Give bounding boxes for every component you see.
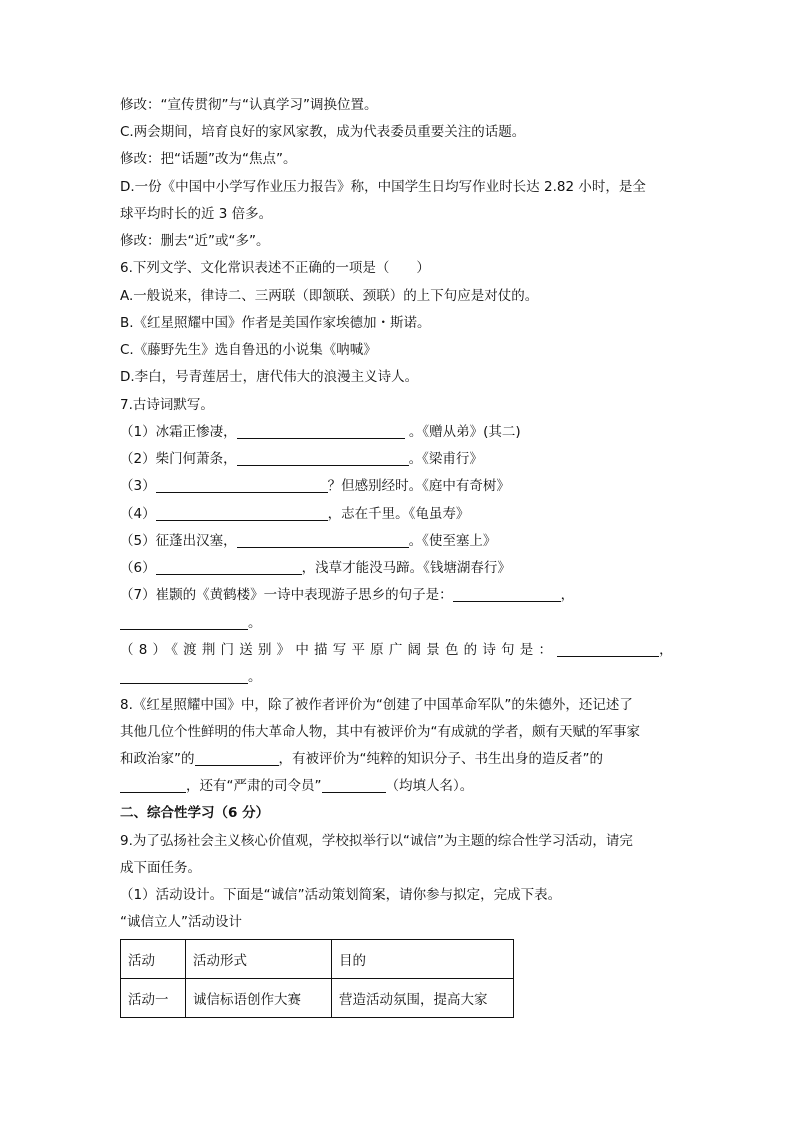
question-8-line-3: 和政治家”的 ，有被评价为“纯粹的知识分子、书生出身的造反者”的 (120, 751, 603, 767)
text-line: C.两会期间，培育良好的家风家教，成为代表委员重要关注的话题。 (120, 124, 526, 140)
poem-item-8-cont: 。 (120, 668, 262, 686)
text-line: 修改：删去“近”或“多”。 (120, 233, 270, 249)
section-heading: 二、综合性学习（6 分） (120, 805, 270, 821)
text-line: 修改：把“话题”改为“焦点”。 (120, 151, 297, 167)
poem-item-1: （1）冰霜正惨凄， 。《赠从弟》(其二) (120, 424, 521, 440)
option-c: C.《藤野先生》选自鲁迅的小说集《呐喊》 (120, 342, 377, 358)
text-line: 球平均时长的近 3 倍多。 (120, 206, 273, 222)
option-a: A.一般说来，律诗二、三两联（即颔联、颈联）的上下句应是对仗的。 (120, 288, 539, 304)
answer-blank[interactable] (120, 669, 248, 684)
table-cell: 活动一 (121, 979, 186, 1018)
table-header-cell: 活动形式 (186, 940, 332, 979)
option-d: D.李白，号青莲居士，唐代伟大的浪漫主义诗人。 (120, 369, 419, 385)
text-line: D.一份《中国中小学写作业压力报告》称，中国学生日均写作业时长达 2.82 小时，是全 (120, 179, 646, 195)
question-7: 7.古诗词默写。 (120, 397, 214, 413)
answer-blank[interactable] (237, 533, 409, 548)
poem-item-7: （7）崔颢的《黄鹤楼》一诗中表现游子思乡的句子是： ， (120, 587, 575, 603)
activity-table (120, 939, 514, 1018)
answer-blank[interactable] (120, 615, 248, 630)
answer-blank[interactable] (237, 424, 405, 439)
answer-blank[interactable] (322, 778, 386, 793)
answer-blank[interactable] (237, 451, 409, 466)
poem-item-7-cont: 。 (120, 614, 262, 632)
poem-item-2: （2）柴门何萧条， 。《梁甫行》 (120, 451, 483, 467)
question-9: 9.为了弘扬社会主义核心价值观，学校拟举行以“诚信”为主题的综合性学习活动，请完 (120, 833, 633, 849)
question-8: 8.《红星照耀中国》中，除了被作者评价为“创建了中国革命军队”的朱德外，还记述了 (120, 697, 633, 713)
poem-item-4: （4） ，志在千里。《龟虽寿》 (120, 506, 470, 522)
question-9-task-1: （1）活动设计。下面是“诚信”活动策划简案，请你参与拟定，完成下表。 (120, 887, 562, 903)
answer-blank[interactable] (195, 751, 279, 766)
question-6: 6.下列文学、文化常识表述不正确的一项是（ ） (120, 260, 430, 276)
answer-blank[interactable] (156, 506, 328, 521)
table-row (121, 979, 514, 1018)
table-title: “诚信立人”活动设计 (120, 914, 242, 930)
table-header-cell: 目的 (332, 940, 514, 979)
poem-item-3: （3） ？但感别经时。《庭中有奇树》 (120, 478, 510, 494)
answer-blank[interactable] (120, 778, 186, 793)
option-b: B.《红星照耀中国》作者是美国作家埃德加・斯诺。 (120, 315, 431, 331)
table-header-cell: 活动 (121, 940, 186, 979)
answer-blank[interactable] (557, 642, 659, 657)
poem-item-6: （6） ，浅草才能没马蹄。《钱塘湖春行》 (120, 560, 511, 576)
poem-item-5: （5）征蓬出汉塞， 。《使至塞上》 (120, 533, 497, 549)
question-8-line-2: 其他几位个性鲜明的伟大革命人物，其中有被评价为“有成就的学者，颇有天赋的军事家 (120, 724, 640, 740)
poem-item-8: （8）《渡荆门送别》中描写平原广阔景色的诗句是： ， (120, 642, 678, 658)
table-cell: 诚信标语创作大赛 (186, 979, 332, 1018)
question-8-line-4: ，还有“严肃的司令员” （均填人名）。 (120, 777, 473, 795)
answer-blank[interactable] (453, 587, 561, 602)
table-cell: 营造活动氛围，提高大家 (332, 979, 514, 1018)
question-9-line-2: 成下面任务。 (120, 860, 201, 876)
answer-blank[interactable] (156, 560, 302, 575)
table-header-row (121, 940, 514, 979)
answer-blank[interactable] (156, 478, 328, 493)
text-line: 修改：“宣传贯彻”与“认真学习”调换位置。 (120, 97, 378, 113)
